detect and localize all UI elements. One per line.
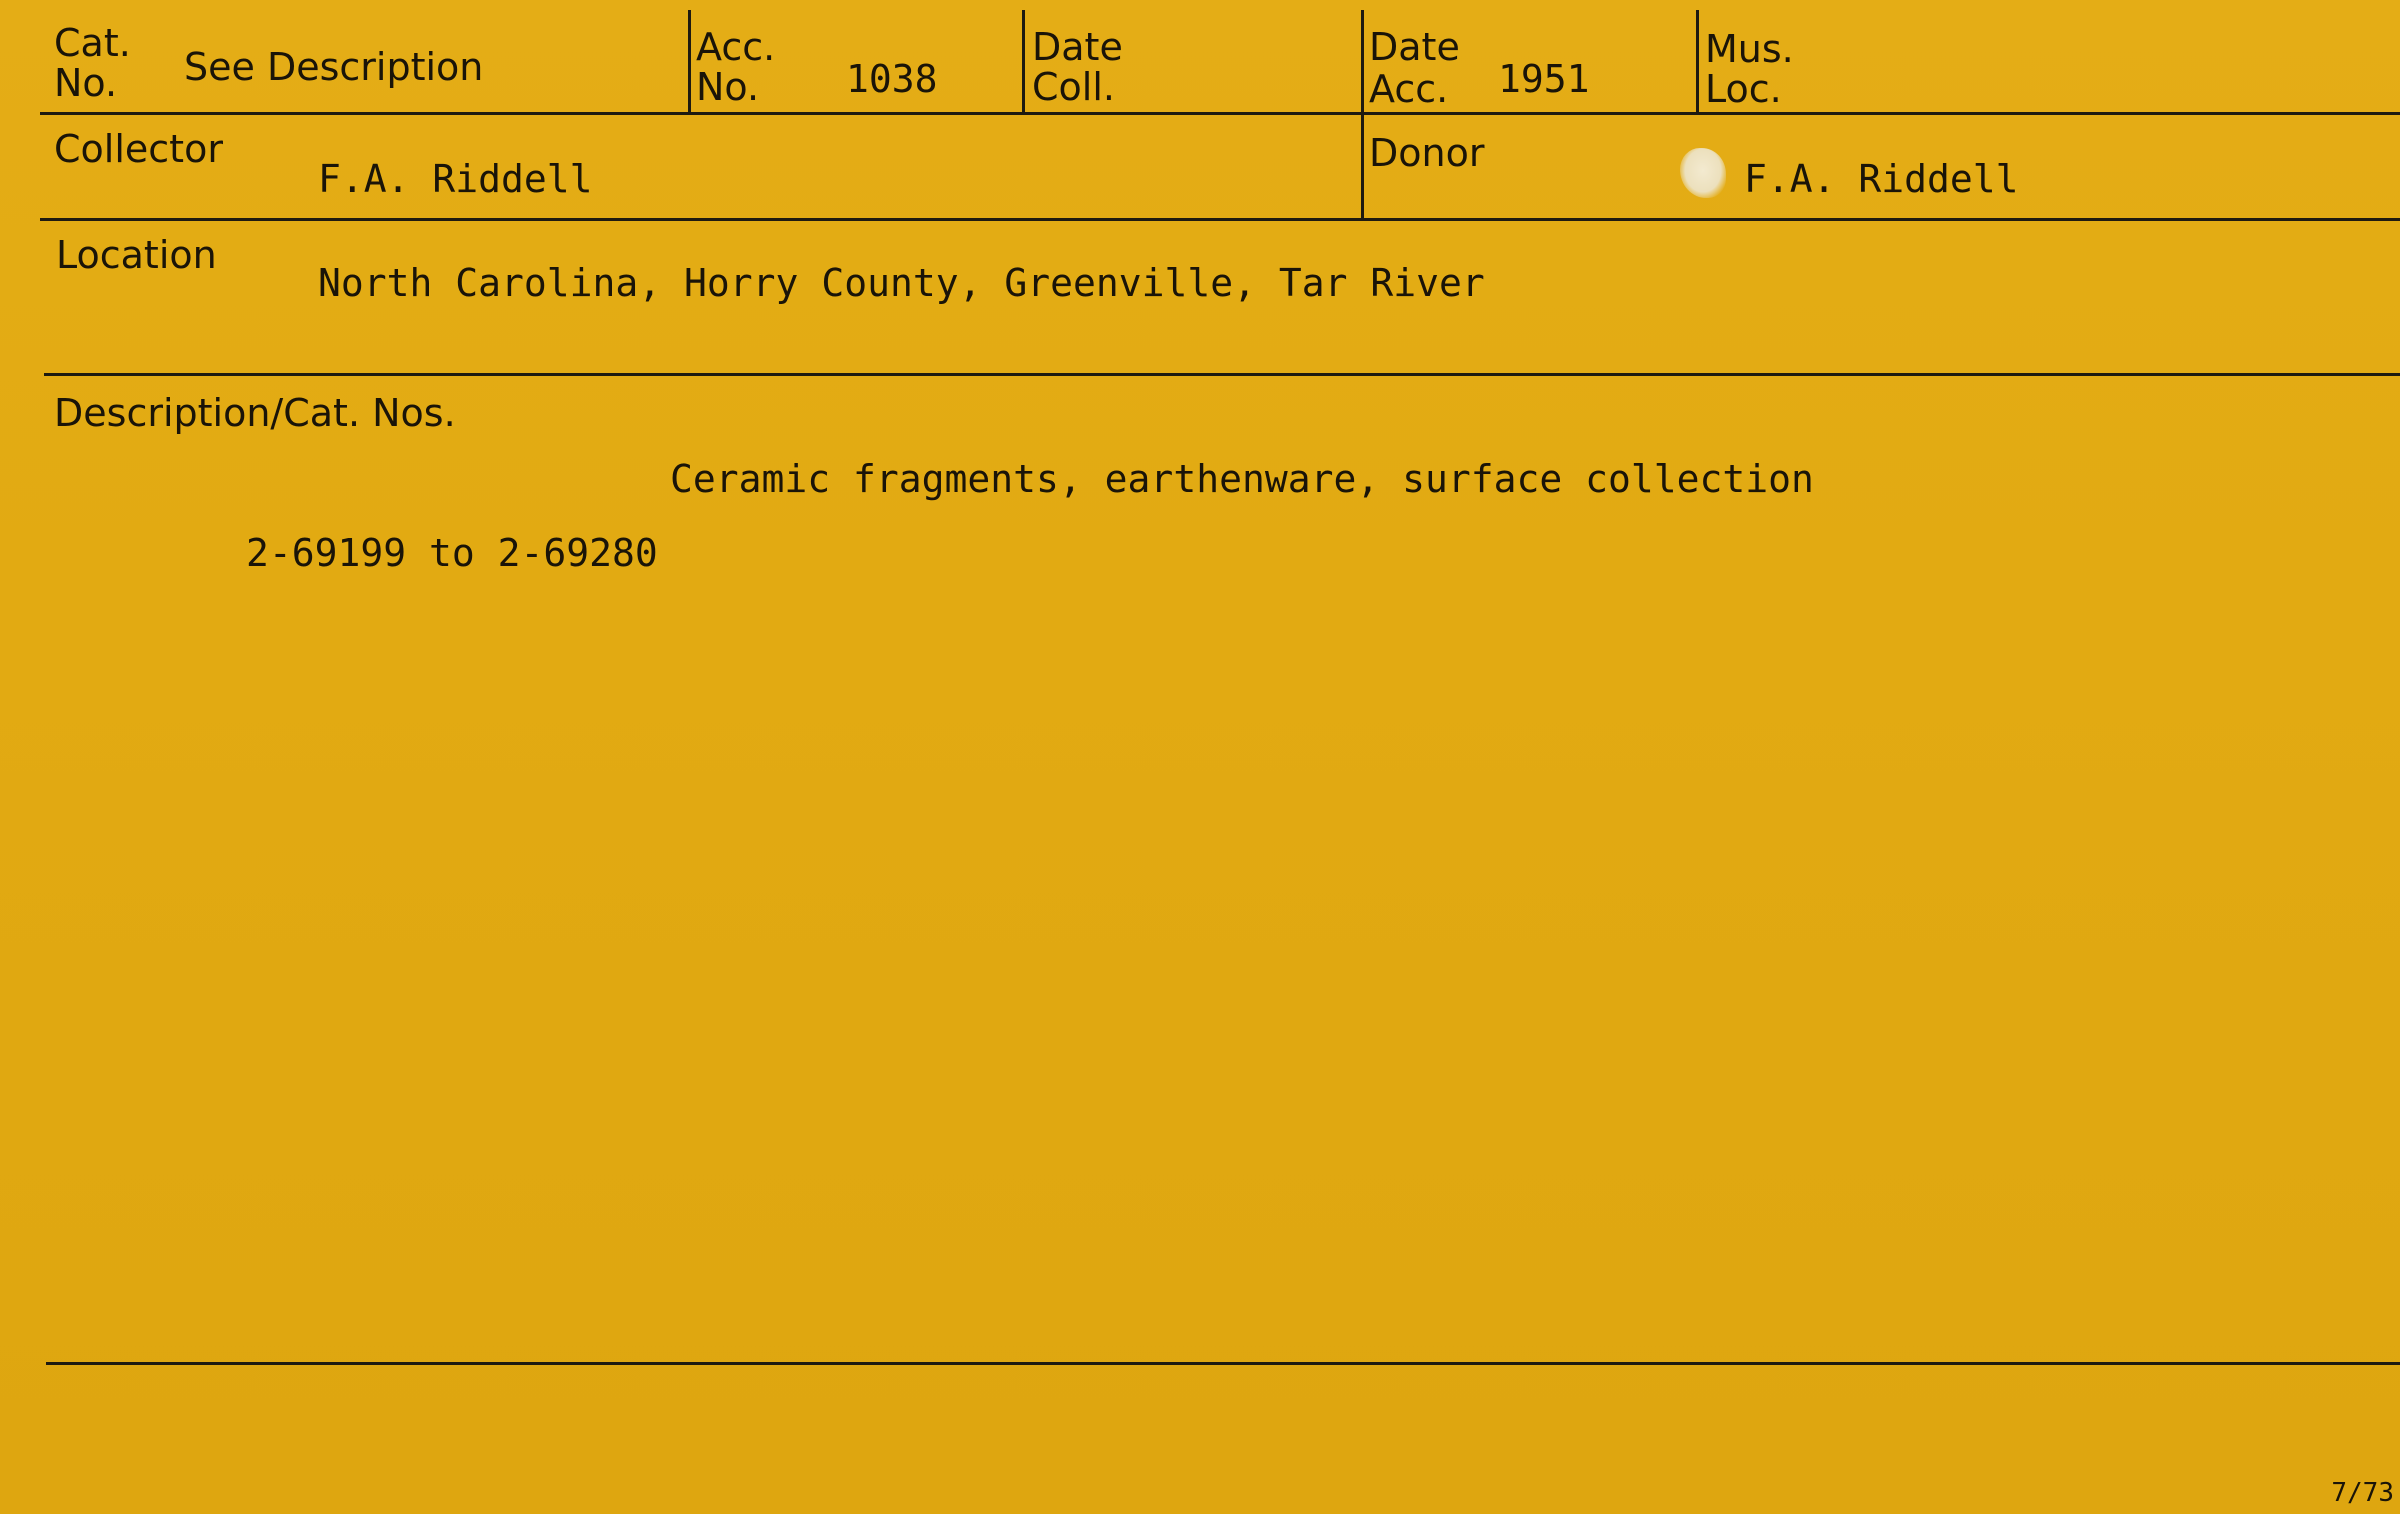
acc-no-divider (688, 10, 691, 114)
date-coll-label-line1: Date (1032, 25, 1123, 69)
acc-no-label-line1: Acc. (696, 25, 776, 69)
paper-smudge (1680, 148, 1726, 198)
cat-no-label-line2: No. (54, 61, 118, 105)
corner-mark: 7/73 (2331, 1478, 2394, 1508)
description-bottom-rule (46, 1362, 2400, 1365)
description-label: Description/Cat. Nos. (54, 391, 456, 435)
date-acc-divider (1361, 10, 1364, 220)
date-coll-divider (1022, 10, 1025, 114)
location-value: North Carolina, Horry County, Greenville, Tar River (318, 261, 1485, 305)
description-value: Ceramic fragments, earthenware, surface collection (670, 457, 1814, 501)
top-row-rule (40, 112, 2400, 115)
collector-value: F.A. Riddell (318, 157, 593, 201)
mus-loc-label-line1: Mus. (1705, 27, 1794, 71)
acc-no-label-line2: No. (696, 65, 760, 109)
mus-loc-divider (1696, 10, 1699, 114)
donor-label: Donor (1369, 131, 1485, 175)
donor-value: F.A. Riddell (1744, 157, 2019, 201)
cat-no-value: See Description (184, 45, 484, 89)
acc-no-value: 1038 (846, 57, 938, 101)
date-acc-value: 1951 (1498, 57, 1590, 101)
collector-row-rule (40, 218, 2400, 221)
cat-no-label-line1: Cat. (54, 21, 131, 65)
collector-label: Collector (54, 127, 223, 171)
date-acc-label-line2: Acc. (1369, 67, 1449, 111)
date-acc-label-line1: Date (1369, 25, 1460, 69)
catalog-number-range: 2-69199 to 2-69280 (246, 531, 658, 575)
date-coll-label-line2: Coll. (1032, 65, 1115, 109)
location-row-rule (44, 373, 2400, 376)
mus-loc-label-line2: Loc. (1705, 67, 1782, 111)
location-label: Location (56, 233, 217, 277)
